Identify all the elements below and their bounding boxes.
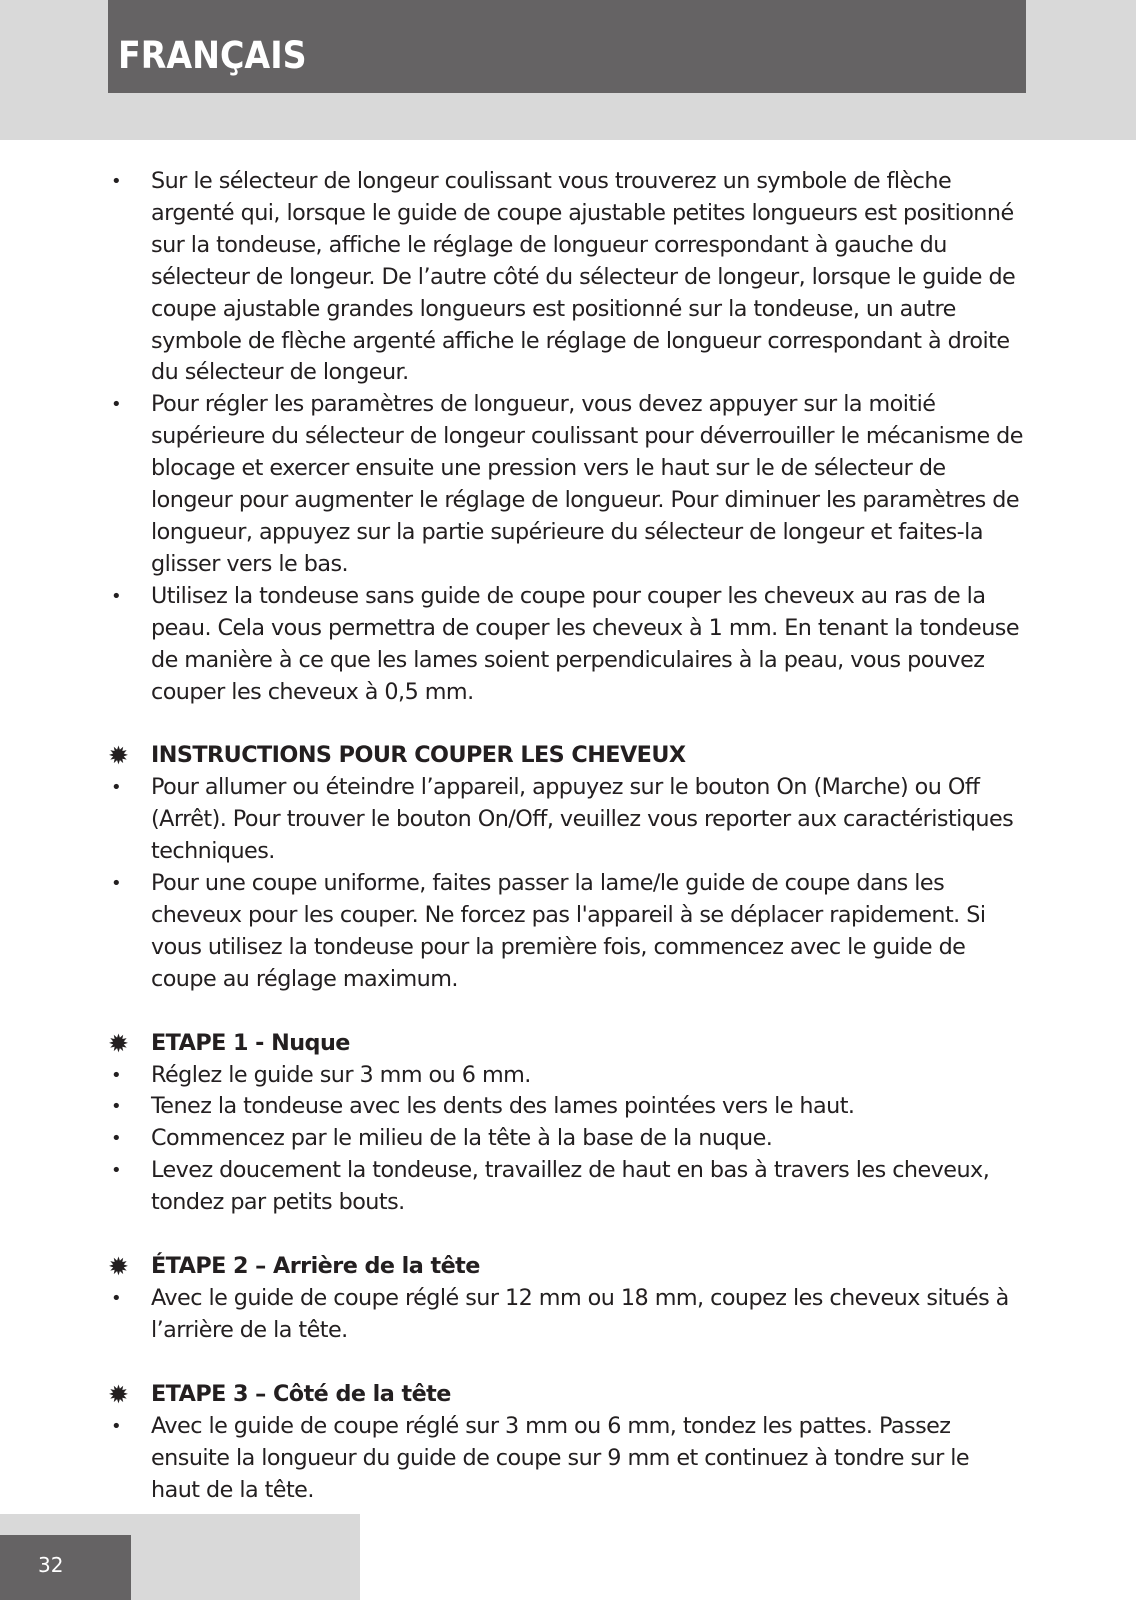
section-title: ÉTAPE 2 – Arrière de la tête: [151, 1253, 480, 1280]
list-item: [108, 868, 1024, 996]
section-step-2: [108, 1251, 1024, 1347]
list-item: [108, 581, 1024, 709]
list-item: [108, 389, 1024, 580]
list-item: [108, 1283, 1024, 1347]
intro-list: [108, 166, 1024, 708]
bullet-icon: •: [111, 1288, 122, 1309]
section-list: [108, 1060, 1024, 1220]
list-item-text: Pour régler les paramètres de longueur, vous devez appuyer sur la moitié supérieure du sélecteur de longeur coulissant pour déverrouiller le mécanisme de blocage et exercer ensuite une pression vers le haut sur le de sélecteur de longeur pour augmenter le réglage de longueur. Pour diminuer les paramètres de longueur, appuyez sur la partie supérieure du sélecteur de longeur et faites-la glisser vers le bas.: [151, 391, 1023, 577]
section-step-3: [108, 1379, 1024, 1507]
bullet-icon: •: [111, 1128, 122, 1150]
list-item-text: Sur le sélecteur de longeur coulissant vous trouverez un symbole de flèche argenté qui, lorsque le guide de coupe ajustable petites longueurs est positionné sur la tondeuse, affiche le réglage de longueur correspondant à gauche du sélecteur de longeur. De l’autre côté du sélecteur de longeur, lorsque le guide de coupe ajustable grandes longueurs est positionné sur la tondeuse, un autre symbole de flèche argenté affiche le réglage de longueur correspondant à droite du sélecteur de longeur.: [151, 168, 1016, 386]
list-item-text: Tenez la tondeuse avec les dents des lames pointées vers le haut.: [151, 1093, 855, 1120]
list-item-text: Levez doucement la tondeuse, travaillez de haut en bas à travers les cheveux, tondez par petits bouts.: [151, 1157, 990, 1216]
language-header: [108, 0, 1026, 93]
bullet-icon: •: [111, 585, 122, 607]
page-number-box: [0, 1535, 131, 1600]
list-item: [108, 166, 1024, 389]
bullet-icon: •: [111, 1064, 122, 1086]
section-heading: [108, 1251, 1024, 1283]
page-number: 32: [38, 1553, 64, 1577]
list-item-text: Réglez le guide sur 3 mm ou 6 mm.: [151, 1061, 531, 1088]
sun-icon: ✹: [108, 1252, 129, 1282]
list-item: [108, 772, 1024, 868]
list-item-text: Utilisez la tondeuse sans guide de coupe pour couper les cheveux au ras de la peau. Cela vous permettra de couper les cheveux à 1 mm. En tenant la tondeuse de manière à ce que les lames soient perpendiculaires à la peau, vous pouvez couper les cheveux à 0,5 mm.: [151, 582, 1020, 705]
list-item-text: Avec le guide de coupe réglé sur 3 mm ou 6 mm, tondez les pattes. Passez ensuite la longueur du guide de coupe sur 9 mm et continuez à tondre sur le haut de la tête.: [151, 1412, 970, 1503]
list-item-text: Commencez par le milieu de la tête à la base de la nuque.: [151, 1125, 773, 1152]
bullet-icon: •: [111, 873, 122, 895]
bullet-icon: •: [111, 777, 122, 799]
list-item: [108, 1091, 1024, 1123]
page-content: [108, 166, 1024, 1506]
section-title: ETAPE 1 - Nuque: [151, 1029, 350, 1056]
section-instructions: [108, 740, 1024, 995]
bullet-icon: •: [111, 1096, 122, 1118]
section-step-1: [108, 1028, 1024, 1219]
section-list: [108, 1283, 1024, 1347]
section-list: [108, 772, 1024, 995]
sun-icon: ✹: [108, 1028, 129, 1058]
list-item: [108, 1155, 1024, 1219]
list-item: [108, 1411, 1024, 1507]
bullet-icon: •: [111, 1160, 122, 1182]
section-heading: [108, 1379, 1024, 1411]
section-title: INSTRUCTIONS POUR COUPER LES CHEVEUX: [151, 742, 686, 769]
bullet-icon: •: [111, 1415, 122, 1437]
sun-icon: ✹: [108, 1379, 129, 1409]
language-title: FRANÇAIS: [118, 34, 307, 77]
section-heading: [108, 740, 1024, 772]
list-item-text: Avec le guide de coupe réglé sur 12 mm ou 18 mm, coupez les cheveux situés à l’arrière de la tête.: [151, 1285, 1009, 1343]
list-item: [108, 1123, 1024, 1155]
list-item-text: Pour une coupe uniforme, faites passer la lame/le guide de coupe dans les cheveux pour les couper. Ne forcez pas l'appareil à se déplacer rapidement. Si vous utilisez la tondeuse pour la première fois, commencez avec le guide de coupe au réglage maximum.: [151, 870, 986, 992]
section-list: [108, 1411, 1024, 1507]
section-title: ETAPE 3 – Côté de la tête: [151, 1380, 451, 1407]
list-item-text: Pour allumer ou éteindre l’appareil, appuyez sur le bouton On (Marche) ou Off (Arrêt). Pour trouver le bouton On/Off, veuillez vous reporter aux caractéristiques techniques.: [151, 774, 1014, 865]
bullet-icon: •: [111, 394, 122, 416]
list-item: [108, 1060, 1024, 1092]
section-heading: [108, 1028, 1024, 1060]
bullet-icon: •: [111, 171, 122, 192]
sun-icon: ✹: [108, 741, 129, 771]
